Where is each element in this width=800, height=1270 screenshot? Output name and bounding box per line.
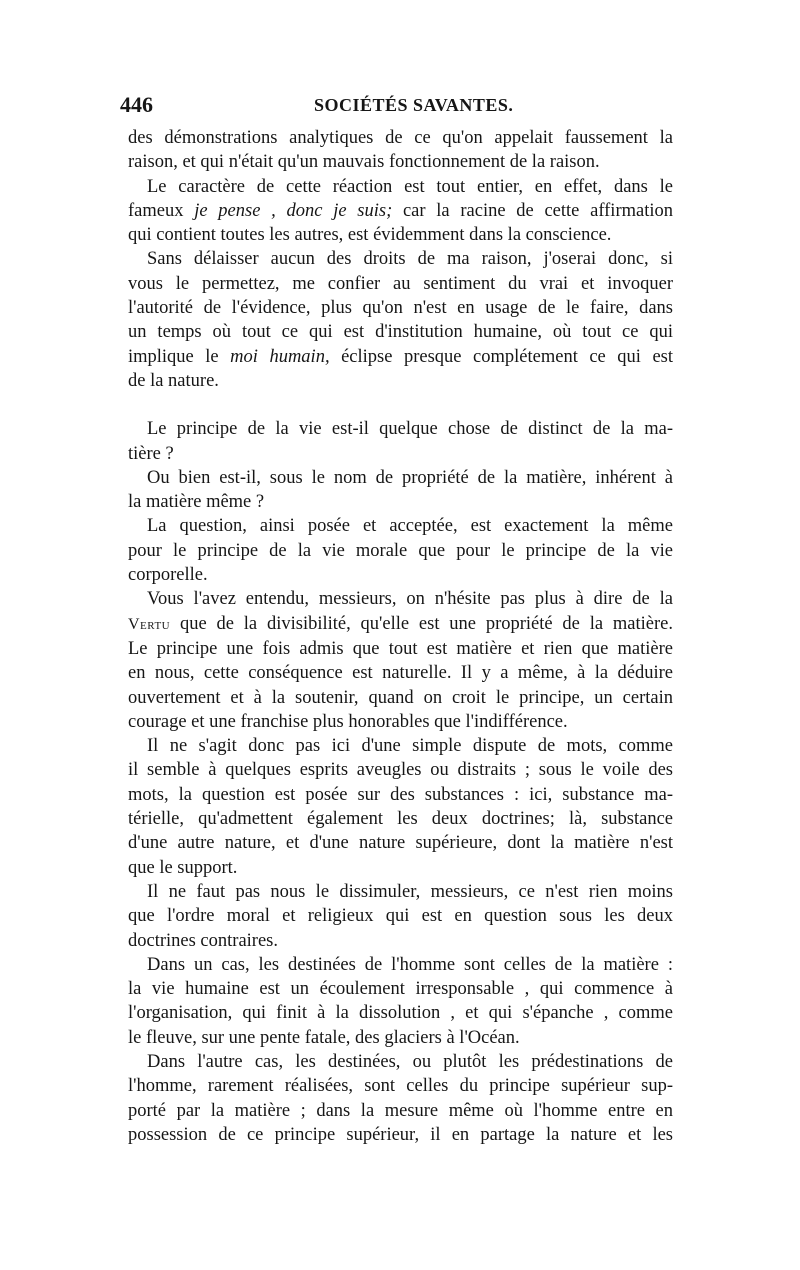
text-line: doctrines contraires. bbox=[128, 930, 278, 951]
text-line: ouvertement et à la soutenir, quand on croit le principe, un certain bbox=[128, 687, 673, 708]
text-run: implique le bbox=[128, 346, 231, 367]
body-text bbox=[128, 126, 673, 1147]
text-line: Le principe une fois admis que tout est matière et rien que matière bbox=[128, 638, 673, 659]
text-line: Le principe de la vie est-il quelque chose de distinct de la ma- bbox=[147, 419, 673, 440]
text-line: Il ne faut pas nous le dissimuler, messieurs, ce n'est rien moins bbox=[147, 881, 673, 902]
text-line: Ou bien est-il, sous le nom de propriété de la matière, inhérent à bbox=[147, 467, 673, 488]
text-line: que l'ordre moral et religieux qui est en question sous les deux bbox=[128, 906, 673, 927]
text-line: le fleuve, sur une pente fatale, des glaciers à l'Océan. bbox=[128, 1027, 520, 1048]
text-line: porté par la matière ; dans la mesure même où l'homme entre en bbox=[128, 1100, 673, 1121]
text-line: La question, ainsi posée et acceptée, est exactement la même bbox=[147, 516, 673, 537]
text-line: que le support. bbox=[128, 857, 238, 878]
text-line: la vie humaine est un écoulement irresponsable , qui commence à bbox=[128, 979, 673, 1000]
text-line: possession de ce principe supérieur, il en partage la nature et les bbox=[128, 1124, 673, 1145]
emphasis-text: moi humain, bbox=[230, 346, 330, 367]
text-line: pour le principe de la vie morale que pour le principe de la vie bbox=[128, 540, 673, 561]
text-line: la matière même ? bbox=[128, 492, 265, 513]
text-line: Sans délaisser aucun des droits de ma raison, j'oserai donc, si bbox=[147, 249, 673, 270]
text-line: Vous l'avez entendu, messieurs, on n'hésite pas plus à dire de la bbox=[147, 589, 673, 610]
text-line: Dans un cas, les destinées de l'homme sont celles de la matière : bbox=[147, 954, 673, 975]
text-line: des démonstrations analytiques de ce qu'on appelait faussement la bbox=[128, 128, 673, 148]
emphasis-text: je pense , donc je suis; bbox=[194, 200, 393, 221]
running-head: SOCIÉTÉS SAVANTES. bbox=[314, 95, 514, 115]
text-line: d'une autre nature, et d'une nature supérieure, dont la matière n'est bbox=[128, 833, 673, 854]
text-line: l'autorité de l'évidence, plus qu'on n'est en usage de le faire, dans bbox=[128, 298, 673, 319]
text-run: car la racine de cette affirmation bbox=[392, 200, 673, 221]
text-line: il semble à quelques esprits aveugles ou distraits ; sous le voile des bbox=[128, 760, 673, 781]
text-run: fameux bbox=[128, 200, 195, 221]
text-line: l'homme, rarement réalisées, sont celles du principe supérieur sup- bbox=[128, 1076, 673, 1097]
page-header bbox=[120, 92, 675, 120]
text-line: Il ne s'agit donc pas ici d'une simple dispute de mots, comme bbox=[147, 736, 673, 757]
text-run: que de la divisibilité, qu'elle est une propriété de la matière. bbox=[170, 613, 673, 634]
text-line: mots, la question est posée sur des substances : ici, substance ma- bbox=[128, 784, 673, 805]
text-line: en nous, cette conséquence est naturelle. Il y a même, à la déduire bbox=[128, 663, 673, 684]
text-line bbox=[128, 199, 673, 223]
text-line: tière ? bbox=[128, 443, 174, 464]
text-line: qui contient toutes les autres, est évidemment dans la conscience. bbox=[128, 225, 612, 246]
text-line: vous le permettez, me confier au sentiment du vrai et invoquer bbox=[128, 273, 673, 294]
text-line: courage et une franchise plus honorables que l'indifférence. bbox=[128, 711, 568, 732]
text-line: corporelle. bbox=[128, 565, 208, 586]
paragraph-gap bbox=[128, 393, 673, 417]
text-line: raison, et qui n'était qu'un mauvais fonctionnement de la raison. bbox=[128, 152, 600, 173]
page-number: 446 bbox=[120, 92, 153, 117]
text-line: de la nature. bbox=[128, 370, 219, 391]
text-line: Le caractère de cette réaction est tout entier, en effet, dans le bbox=[147, 176, 673, 197]
text-line bbox=[128, 345, 673, 369]
text-line: un temps où tout ce qui est d'institution humaine, où tout ce qui bbox=[128, 322, 673, 343]
text-line: l'organisation, qui finit à la dissolution , et qui s'épanche , comme bbox=[128, 1003, 673, 1024]
text-line: Dans l'autre cas, les destinées, ou plutôt les prédestinations de bbox=[147, 1051, 673, 1072]
text-line: térielle, qu'admettent également les deux doctrines; là, substance bbox=[128, 809, 673, 830]
small-caps-text: Vertu bbox=[128, 615, 171, 633]
text-line bbox=[128, 612, 673, 637]
text-run: éclipse presque complétement ce qui est bbox=[329, 346, 674, 367]
